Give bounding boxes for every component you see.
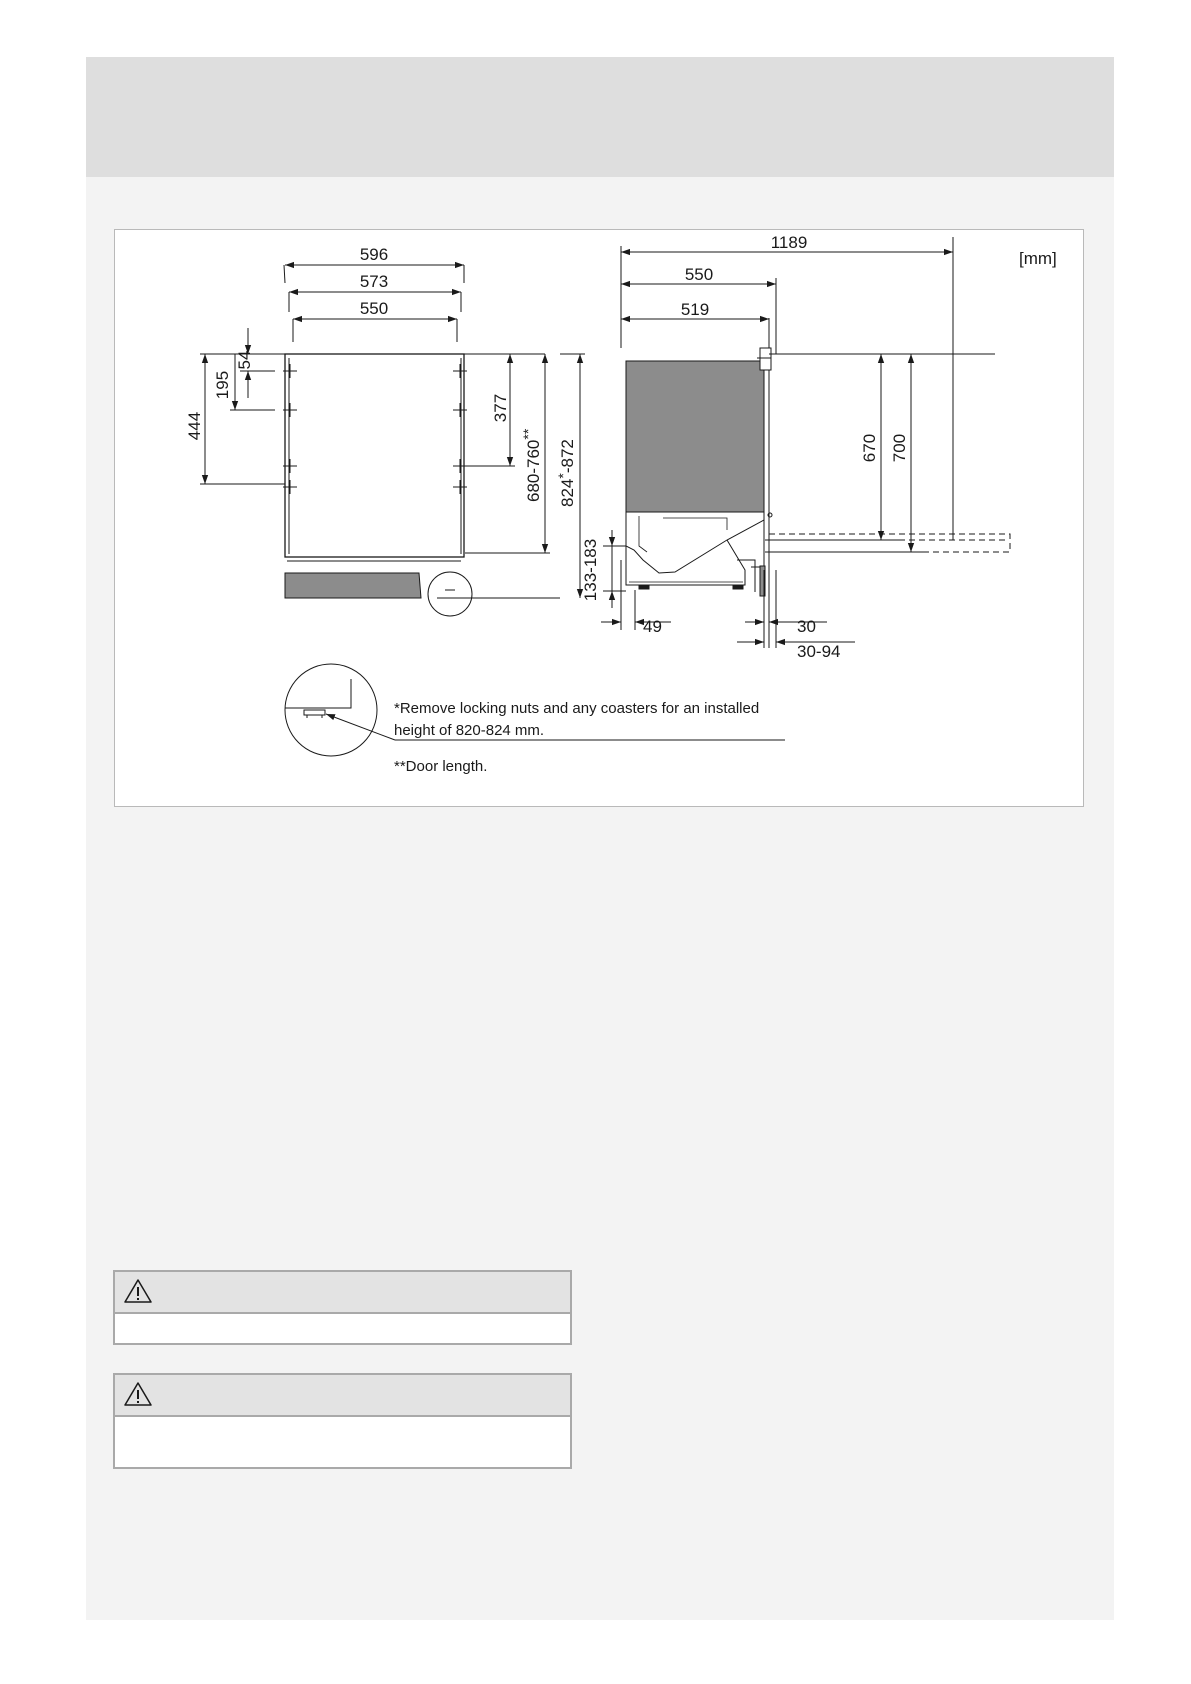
dim-door-length-marker: ** [520, 428, 536, 440]
dim-30-94: 30-94 [797, 642, 841, 661]
note-door-length: **Door length. [394, 758, 488, 775]
dim-596: 596 [359, 245, 389, 264]
warning-triangle-icon [123, 1278, 153, 1304]
warning-box-1-header [115, 1272, 570, 1314]
dim-1189: 1189 [770, 233, 808, 252]
dim-700: 700 [890, 433, 909, 463]
dim-total-height-value: 824 [558, 478, 577, 507]
header-band [86, 57, 1114, 177]
dim-670: 670 [860, 433, 879, 463]
dim-550-side: 550 [684, 265, 714, 284]
dim-519: 519 [680, 300, 710, 319]
dim-377: 377 [491, 393, 510, 423]
dim-573: 573 [359, 272, 389, 291]
dim-550-front: 550 [359, 299, 389, 318]
dim-door-length [520, 428, 543, 502]
note-locking-nuts-line1: *Remove locking nuts and any coasters for an installed [394, 700, 760, 717]
note-locking-nuts-line2: height of 820-824 mm. [394, 722, 545, 739]
dim-door-length-value: 680-760 [524, 439, 543, 502]
dim-195: 195 [213, 370, 232, 400]
dim-444: 444 [185, 411, 204, 441]
warning-box-2 [113, 1373, 572, 1469]
dim-total-height [555, 439, 577, 507]
warning-box-1 [113, 1270, 572, 1345]
side-view [601, 237, 1010, 648]
dim-30: 30 [797, 617, 816, 636]
dim-49: 49 [643, 617, 662, 636]
warning-box-2-header [115, 1375, 570, 1417]
dim-total-height-marker: * [555, 473, 571, 479]
warning-triangle-icon [123, 1381, 153, 1407]
dim-54: 54 [235, 350, 254, 370]
installation-diagram [114, 229, 1084, 807]
unit-label: [mm] [1019, 249, 1057, 268]
dim-total-height-range: -872 [558, 439, 577, 474]
dim-133-183: 133-183 [581, 538, 600, 602]
